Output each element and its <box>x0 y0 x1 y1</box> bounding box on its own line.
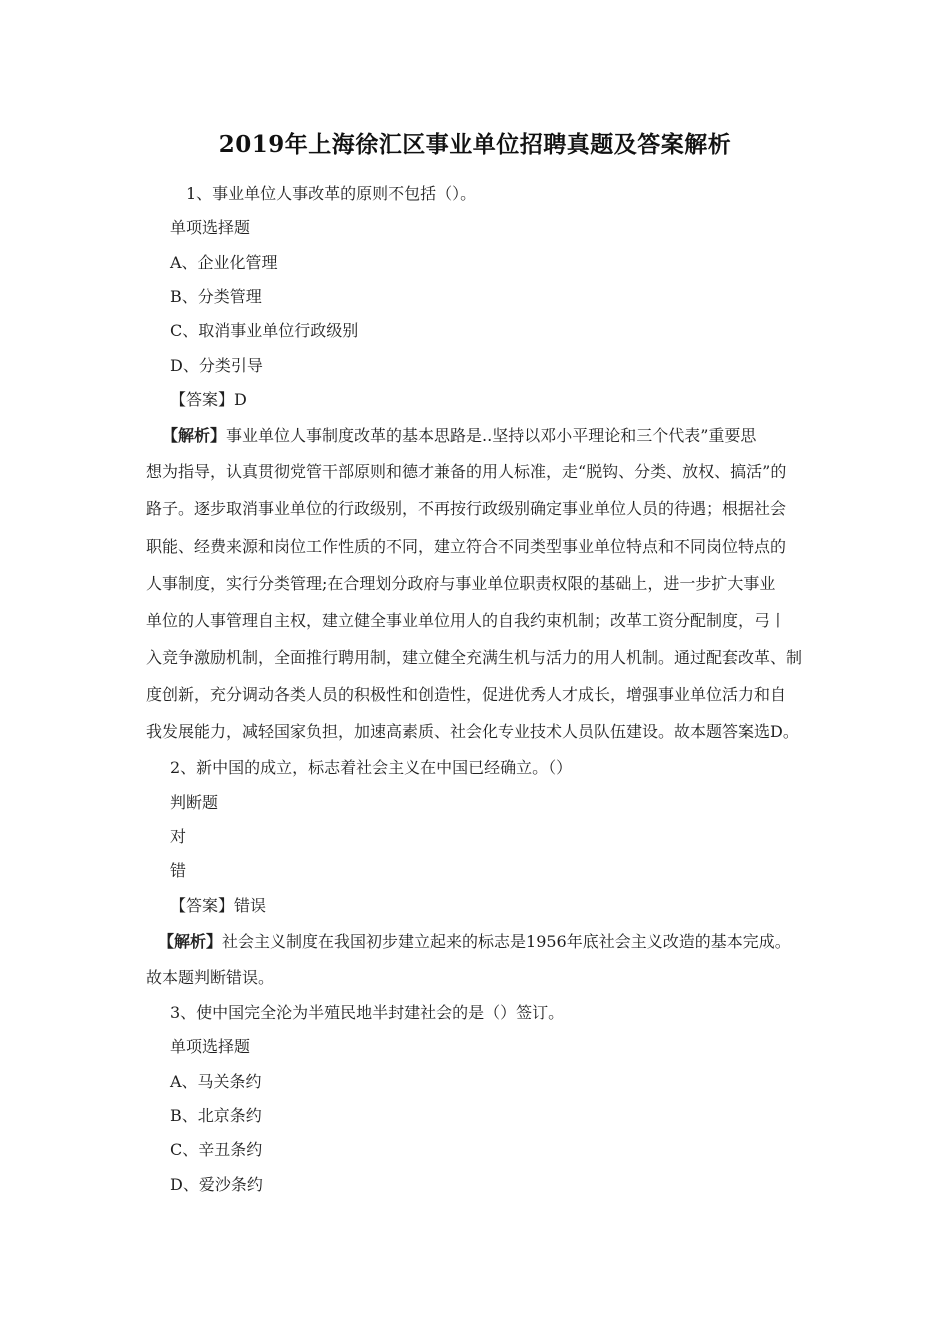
question-1-analysis-line-9: 我发展能力，减轻国家负担，加速高素质、社会化专业技术人员队伍建设。故本题答案选D。 <box>146 722 799 741</box>
question-1-option-b: B、分类管理 <box>170 287 262 306</box>
question-1: 1、事业单位人事改革的原则不包括（）。 <box>186 184 477 203</box>
question-1-analysis-line-6: 单位的人事管理自主权，建立健全事业单位用人的自我约束机制；改革工资分配制度，弓丨 <box>146 611 787 630</box>
question-3-option-a: A、马关条约 <box>170 1072 262 1091</box>
question-3: 3、使中国完全沦为半殖民地半封建社会的是（）签订。 <box>170 1003 565 1022</box>
question-1-analysis-line-8: 度创新，充分调动各类人员的积极性和创造性，促进优秀人才成长，增强事业单位活力和自 <box>146 685 787 704</box>
analysis-text: 社会主义制度在我国初步建立起来的标志是1956年底社会主义改造的基本完成。 <box>222 932 791 951</box>
question-1-analysis-line-2: 想为指导，认真贯彻党管干部原则和德才兼备的用人标准，走“脱钩、分类、放权、搞活”的 <box>146 462 787 481</box>
question-1-option-c: C、取消事业单位行政级别 <box>170 321 359 340</box>
question-2-option-true: 对 <box>170 827 187 846</box>
answer-value: D <box>234 390 247 409</box>
question-3-option-d: D、爱沙条约 <box>170 1175 263 1194</box>
question-1-analysis-line-5: 人事制度，实行分类管理;在合理划分政府与事业单位职责权限的基础上，进一步扩大事业 <box>146 574 776 593</box>
question-1-analysis-line-7: 入竞争激励机制，全面推行聘用制，建立健全充满生机与活力的用人机制。通过配套改革、制 <box>146 648 803 667</box>
question-2-answer <box>170 896 266 916</box>
answer-label: 【答案】 <box>170 896 235 915</box>
question-1-analysis-line-3: 路子。逐步取消事业单位的行政级别，不再按行政级别确定事业单位人员的待遇；根据社会 <box>146 499 787 518</box>
question-1-analysis-line-4: 职能、经费来源和岗位工作性质的不同，建立符合不同类型事业单位特点和不同岗位特点的 <box>146 537 787 556</box>
analysis-label: 【解析】 <box>158 932 223 951</box>
question-2-type: 判断题 <box>170 793 219 812</box>
question-2: 2、新中国的成立，标志着社会主义在中国已经确立。（） <box>170 758 573 777</box>
answer-label: 【答案】 <box>170 390 235 409</box>
analysis-label: 【解析】 <box>162 426 227 445</box>
question-3-option-b: B、北京条约 <box>170 1106 262 1125</box>
question-2-analysis-line-2: 故本题判断错误。 <box>146 968 275 987</box>
question-3-type: 单项选择题 <box>170 1037 251 1056</box>
question-1-analysis-line-1 <box>162 426 756 446</box>
question-1-option-a: A、企业化管理 <box>170 253 278 272</box>
answer-value: 错误 <box>234 896 267 915</box>
page-title: 2019年上海徐汇区事业单位招聘真题及答案解析 <box>218 131 732 158</box>
analysis-text: 事业单位人事制度改革的基本思路是..坚持以邓小平理论和三个代表”重要思 <box>226 426 757 445</box>
question-1-type: 单项选择题 <box>170 218 251 237</box>
question-2-option-false: 错 <box>170 861 187 880</box>
question-3-option-c: C、辛丑条约 <box>170 1140 263 1159</box>
question-1-option-d: D、分类引导 <box>170 356 263 375</box>
question-1-answer <box>170 390 247 410</box>
question-2-analysis-line-1 <box>158 932 791 952</box>
